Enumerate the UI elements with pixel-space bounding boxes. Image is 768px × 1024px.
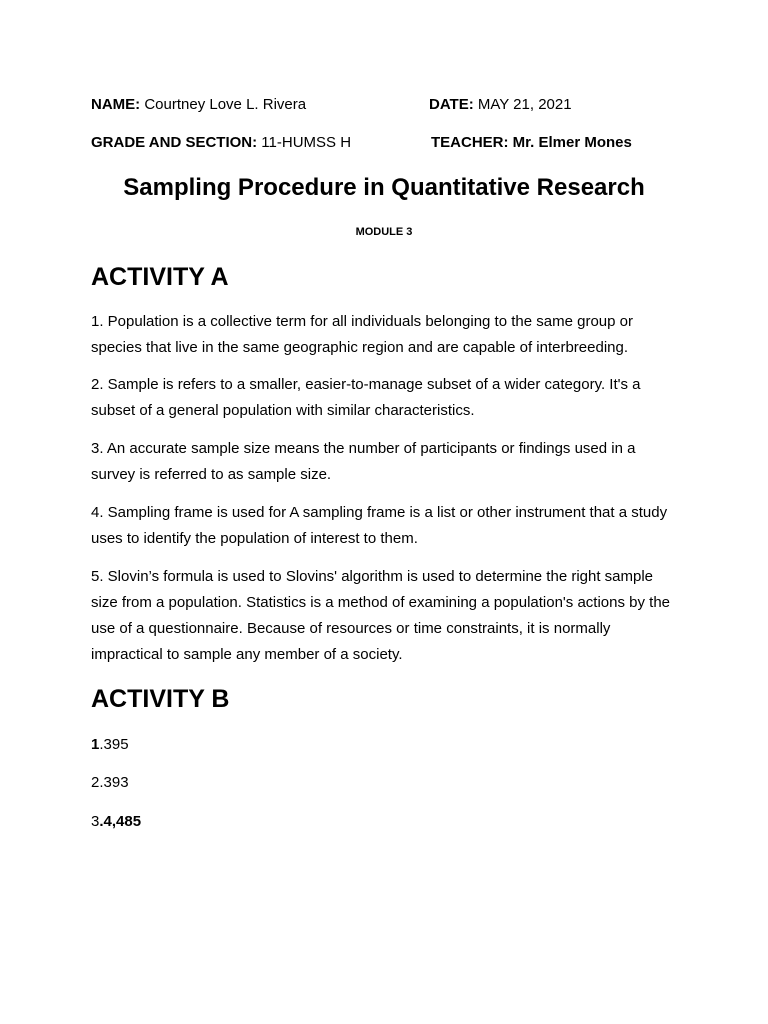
answer-value: .395 [99, 736, 129, 753]
activity-a-heading: ACTIVITY A [91, 263, 229, 291]
name-value: Courtney Love L. Rivera [140, 96, 307, 113]
answer-value: .393 [99, 774, 129, 791]
answer-value: .4,485 [99, 813, 142, 830]
activity-a-item-2: 2. Sample is refers to a smaller, easier-to-manage subset of a wider category. It's a subset of a general population with similar characteristics. [91, 376, 641, 419]
header-row-name-date [91, 95, 691, 115]
activity-a-item-1: 1. Population is a collective term for all individuals belonging to the same group or species that live in the same geographic region and are capable of interbreeding. [91, 313, 633, 356]
teacher-label: TEACHER: Mr. Elmer Mones [431, 134, 632, 151]
activity-a-item-5: 5. Slovin’s formula is used to Slovins' algorithm is used to determine the right sample size from a population. Statistics is a method of examining a population's actions by the use of a questionnaire. Because of resources or time constraints, it is normally impractical to sample any member of a society. [91, 568, 671, 663]
name-field [91, 96, 306, 113]
activity-a-item-4: 4. Sampling frame is used for A sampling frame is a list or other instrument that a study uses to identify the population of interest to them. [91, 504, 668, 547]
answer-number: 2 [91, 774, 100, 791]
document-title: Sampling Procedure in Quantitative Research [123, 174, 645, 201]
activity-b-answer-1 [91, 735, 129, 755]
grade-value: 11-HUMSS H [257, 134, 352, 151]
module-label: MODULE 3 [355, 226, 413, 238]
activity-a-item-3: 3. An accurate sample size means the number of participants or findings used in a survey is referred to as sample size. [91, 440, 636, 483]
activity-b-answer-3 [91, 812, 141, 832]
answer-number: 1 [91, 736, 100, 753]
activity-b-answer-2 [91, 773, 129, 793]
date-label: DATE: [429, 96, 474, 113]
answer-number: 3 [91, 813, 100, 830]
teacher-field [431, 133, 632, 153]
activity-b-heading: ACTIVITY B [91, 685, 230, 713]
name-label: NAME: [91, 96, 141, 113]
date-value: MAY 21, 2021 [473, 96, 572, 113]
header-row-grade-teacher [91, 133, 691, 153]
date-field [429, 95, 572, 115]
grade-field [91, 134, 351, 151]
grade-label: GRADE AND SECTION: [91, 134, 258, 151]
